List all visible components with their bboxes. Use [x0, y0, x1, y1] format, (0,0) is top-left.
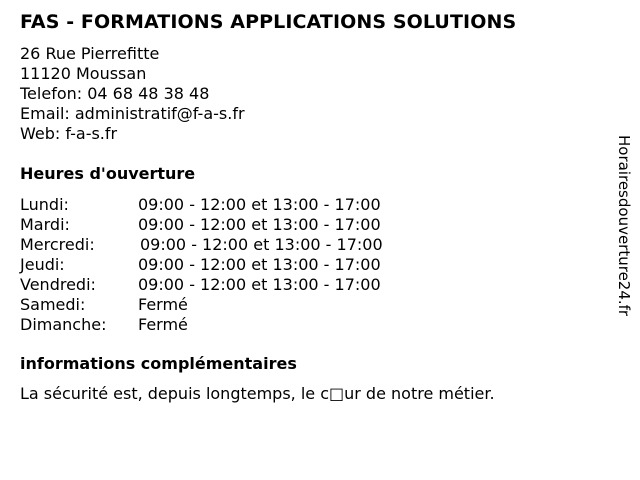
info-heading: informations complémentaires	[20, 354, 297, 373]
watermark-text: Horairesdouverture24.fr	[615, 135, 633, 317]
city-postal: 11120 Moussan	[20, 64, 147, 83]
time-value: 09:00 - 12:00 et 13:00 - 17:00	[140, 235, 383, 254]
time-value: 09:00 - 12:00 et 13:00 - 17:00	[138, 255, 381, 274]
day-label: Dimanche:	[20, 315, 107, 334]
day-label: Samedi:	[20, 295, 86, 314]
hours-heading: Heures d'ouverture	[20, 164, 196, 183]
day-label: Mardi:	[20, 215, 70, 234]
street-address: 26 Rue Pierrefitte	[20, 44, 160, 63]
day-label: Mercredi:	[20, 235, 95, 254]
contact-block	[20, 44, 245, 144]
info-text: La sécurité est, depuis longtemps, le c□ur de notre métier.	[20, 384, 495, 403]
website: Web: f-a-s.fr	[20, 124, 118, 143]
time-value: Fermé	[138, 295, 188, 314]
time-value: 09:00 - 12:00 et 13:00 - 17:00	[138, 195, 381, 214]
time-value: 09:00 - 12:00 et 13:00 - 17:00	[138, 215, 381, 234]
email-address: Email: administratif@f-a-s.fr	[20, 104, 245, 123]
day-label: Jeudi:	[20, 255, 65, 274]
business-name: FAS - FORMATIONS APPLICATIONS SOLUTIONS	[20, 11, 517, 33]
day-label: Lundi:	[20, 195, 69, 214]
day-label: Vendredi:	[20, 275, 96, 294]
phone-number: Telefon: 04 68 48 38 48	[20, 84, 210, 103]
time-value: 09:00 - 12:00 et 13:00 - 17:00	[138, 275, 381, 294]
time-value: Fermé	[138, 315, 188, 334]
